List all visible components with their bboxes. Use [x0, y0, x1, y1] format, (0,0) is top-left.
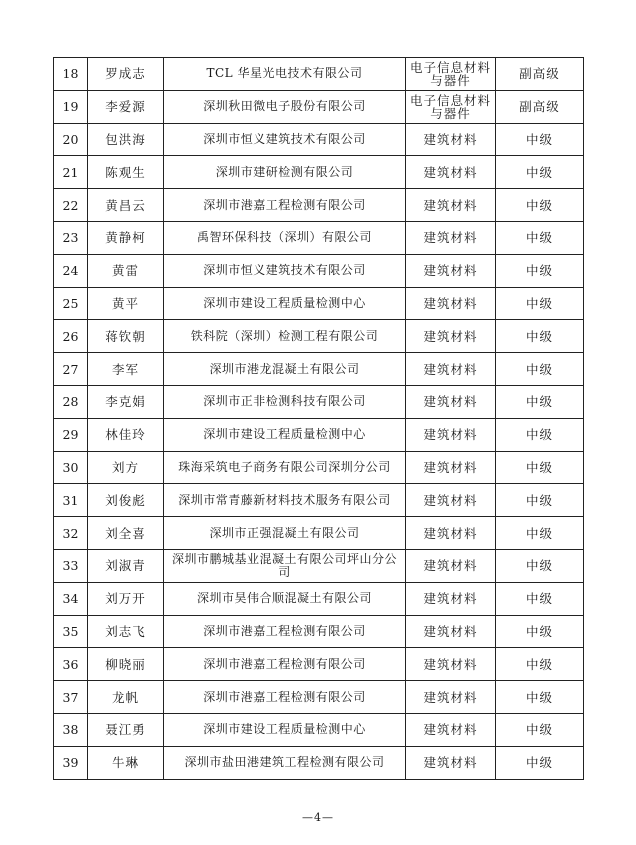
- organization-cell: 深圳市正强混凝土有限公司: [164, 517, 406, 550]
- person-name-cell: 刘全喜: [88, 517, 164, 550]
- table-row: [54, 713, 584, 746]
- title-level-cell: 中级: [496, 517, 584, 550]
- title-level-cell: 中级: [496, 320, 584, 353]
- serial-number-cell: 27: [54, 353, 88, 386]
- title-level-cell: 中级: [496, 221, 584, 254]
- specialty-field-cell: 建筑材料: [406, 681, 496, 714]
- organization-cell: 深圳市港嘉工程检测有限公司: [164, 648, 406, 681]
- organization-cell: 铁科院（深圳）检测工程有限公司: [164, 320, 406, 353]
- serial-number-cell: 26: [54, 320, 88, 353]
- organization-cell: TCL 华星光电技术有限公司: [164, 58, 406, 91]
- table-row: [54, 287, 584, 320]
- specialty-field-cell: 建筑材料: [406, 648, 496, 681]
- organization-cell: 深圳市港嘉工程检测有限公司: [164, 189, 406, 222]
- table-row: [54, 353, 584, 386]
- specialty-field-cell: 电子信息材料与器件: [406, 58, 496, 91]
- table-row: [54, 615, 584, 648]
- specialty-field-cell: 建筑材料: [406, 484, 496, 517]
- organization-cell: 珠海采筑电子商务有限公司深圳分公司: [164, 451, 406, 484]
- serial-number-cell: 35: [54, 615, 88, 648]
- table-row: [54, 484, 584, 517]
- specialty-field-cell: 建筑材料: [406, 287, 496, 320]
- organization-cell: 深圳市港嘉工程检测有限公司: [164, 615, 406, 648]
- person-name-cell: 聂江勇: [88, 713, 164, 746]
- title-level-cell: 中级: [496, 582, 584, 615]
- serial-number-cell: 39: [54, 746, 88, 779]
- serial-number-cell: 22: [54, 189, 88, 222]
- title-level-cell: 中级: [496, 123, 584, 156]
- serial-number-cell: 20: [54, 123, 88, 156]
- specialty-field-cell: 建筑材料: [406, 123, 496, 156]
- specialty-field-cell: 建筑材料: [406, 713, 496, 746]
- serial-number-cell: 37: [54, 681, 88, 714]
- table-row: [54, 451, 584, 484]
- person-name-cell: 刘方: [88, 451, 164, 484]
- roster-table: [53, 57, 584, 780]
- person-name-cell: 刘淑青: [88, 549, 164, 582]
- organization-cell: 深圳市港嘉工程检测有限公司: [164, 681, 406, 714]
- table-row: [54, 90, 584, 123]
- person-name-cell: 陈观生: [88, 156, 164, 189]
- table-row: [54, 681, 584, 714]
- table-row: [54, 418, 584, 451]
- organization-cell: 深圳市建设工程质量检测中心: [164, 713, 406, 746]
- title-level-cell: 中级: [496, 681, 584, 714]
- title-level-cell: 中级: [496, 189, 584, 222]
- serial-number-cell: 21: [54, 156, 88, 189]
- serial-number-cell: 30: [54, 451, 88, 484]
- serial-number-cell: 29: [54, 418, 88, 451]
- person-name-cell: 刘万开: [88, 582, 164, 615]
- person-name-cell: 李克娟: [88, 385, 164, 418]
- specialty-field-cell: 建筑材料: [406, 615, 496, 648]
- person-name-cell: 柳晓丽: [88, 648, 164, 681]
- person-name-cell: 包洪海: [88, 123, 164, 156]
- table-row: [54, 549, 584, 582]
- specialty-field-cell: 建筑材料: [406, 746, 496, 779]
- person-name-cell: 刘志飞: [88, 615, 164, 648]
- serial-number-cell: 31: [54, 484, 88, 517]
- organization-cell: 深圳市建设工程质量检测中心: [164, 287, 406, 320]
- title-level-cell: 中级: [496, 353, 584, 386]
- specialty-field-cell: 建筑材料: [406, 221, 496, 254]
- specialty-field-cell: 建筑材料: [406, 418, 496, 451]
- serial-number-cell: 25: [54, 287, 88, 320]
- table-row: [54, 582, 584, 615]
- title-level-cell: 副高级: [496, 90, 584, 123]
- title-level-cell: 中级: [496, 615, 584, 648]
- serial-number-cell: 34: [54, 582, 88, 615]
- specialty-field-cell: 建筑材料: [406, 353, 496, 386]
- table-row: [54, 648, 584, 681]
- title-level-cell: 中级: [496, 385, 584, 418]
- table-row: [54, 254, 584, 287]
- table-row: [54, 221, 584, 254]
- organization-cell: 禹智环保科技（深圳）有限公司: [164, 221, 406, 254]
- organization-cell: 深圳市盐田港建筑工程检测有限公司: [164, 746, 406, 779]
- organization-cell: 深圳市鹏城基业混凝土有限公司坪山分公司: [164, 549, 406, 582]
- title-level-cell: 中级: [496, 156, 584, 189]
- table-row: [54, 385, 584, 418]
- organization-cell: 深圳秋田微电子股份有限公司: [164, 90, 406, 123]
- person-name-cell: 林佳玲: [88, 418, 164, 451]
- organization-cell: 深圳市建研检测有限公司: [164, 156, 406, 189]
- person-name-cell: 黄静柯: [88, 221, 164, 254]
- person-name-cell: 龙帆: [88, 681, 164, 714]
- organization-cell: 深圳市常青藤新材料技术服务有限公司: [164, 484, 406, 517]
- title-level-cell: 中级: [496, 713, 584, 746]
- organization-cell: 深圳市昊伟合顺混凝土有限公司: [164, 582, 406, 615]
- title-level-cell: 中级: [496, 549, 584, 582]
- specialty-field-cell: 建筑材料: [406, 582, 496, 615]
- specialty-field-cell: 电子信息材料与器件: [406, 90, 496, 123]
- specialty-field-cell: 建筑材料: [406, 517, 496, 550]
- table-row: [54, 517, 584, 550]
- serial-number-cell: 19: [54, 90, 88, 123]
- title-level-cell: 中级: [496, 287, 584, 320]
- table-row: [54, 58, 584, 91]
- organization-cell: 深圳市恒义建筑技术有限公司: [164, 123, 406, 156]
- title-level-cell: 中级: [496, 484, 584, 517]
- person-name-cell: 牛琳: [88, 746, 164, 779]
- specialty-field-cell: 建筑材料: [406, 189, 496, 222]
- specialty-field-cell: 建筑材料: [406, 320, 496, 353]
- serial-number-cell: 18: [54, 58, 88, 91]
- person-name-cell: 刘俊彪: [88, 484, 164, 517]
- specialty-field-cell: 建筑材料: [406, 156, 496, 189]
- person-name-cell: 李爱源: [88, 90, 164, 123]
- title-level-cell: 中级: [496, 746, 584, 779]
- serial-number-cell: 38: [54, 713, 88, 746]
- title-level-cell: 中级: [496, 648, 584, 681]
- title-level-cell: 中级: [496, 451, 584, 484]
- roster-body: [54, 58, 584, 780]
- table-row: [54, 189, 584, 222]
- title-level-cell: 中级: [496, 418, 584, 451]
- title-level-cell: 中级: [496, 254, 584, 287]
- serial-number-cell: 32: [54, 517, 88, 550]
- person-name-cell: 蒋钦朝: [88, 320, 164, 353]
- specialty-field-cell: 建筑材料: [406, 549, 496, 582]
- table-row: [54, 156, 584, 189]
- person-name-cell: 黄平: [88, 287, 164, 320]
- title-level-cell: 副高级: [496, 58, 584, 91]
- serial-number-cell: 28: [54, 385, 88, 418]
- specialty-field-cell: 建筑材料: [406, 385, 496, 418]
- table-row: [54, 123, 584, 156]
- serial-number-cell: 36: [54, 648, 88, 681]
- serial-number-cell: 23: [54, 221, 88, 254]
- specialty-field-cell: 建筑材料: [406, 451, 496, 484]
- person-name-cell: 罗成志: [88, 58, 164, 91]
- page-number: —4—: [302, 811, 334, 824]
- person-name-cell: 黄昌云: [88, 189, 164, 222]
- table-row: [54, 320, 584, 353]
- organization-cell: 深圳市正非检测科技有限公司: [164, 385, 406, 418]
- organization-cell: 深圳市建设工程质量检测中心: [164, 418, 406, 451]
- organization-cell: 深圳市恒义建筑技术有限公司: [164, 254, 406, 287]
- person-name-cell: 黄雷: [88, 254, 164, 287]
- table-row: [54, 746, 584, 779]
- specialty-field-cell: 建筑材料: [406, 254, 496, 287]
- serial-number-cell: 24: [54, 254, 88, 287]
- serial-number-cell: 33: [54, 549, 88, 582]
- person-name-cell: 李军: [88, 353, 164, 386]
- organization-cell: 深圳市港龙混凝土有限公司: [164, 353, 406, 386]
